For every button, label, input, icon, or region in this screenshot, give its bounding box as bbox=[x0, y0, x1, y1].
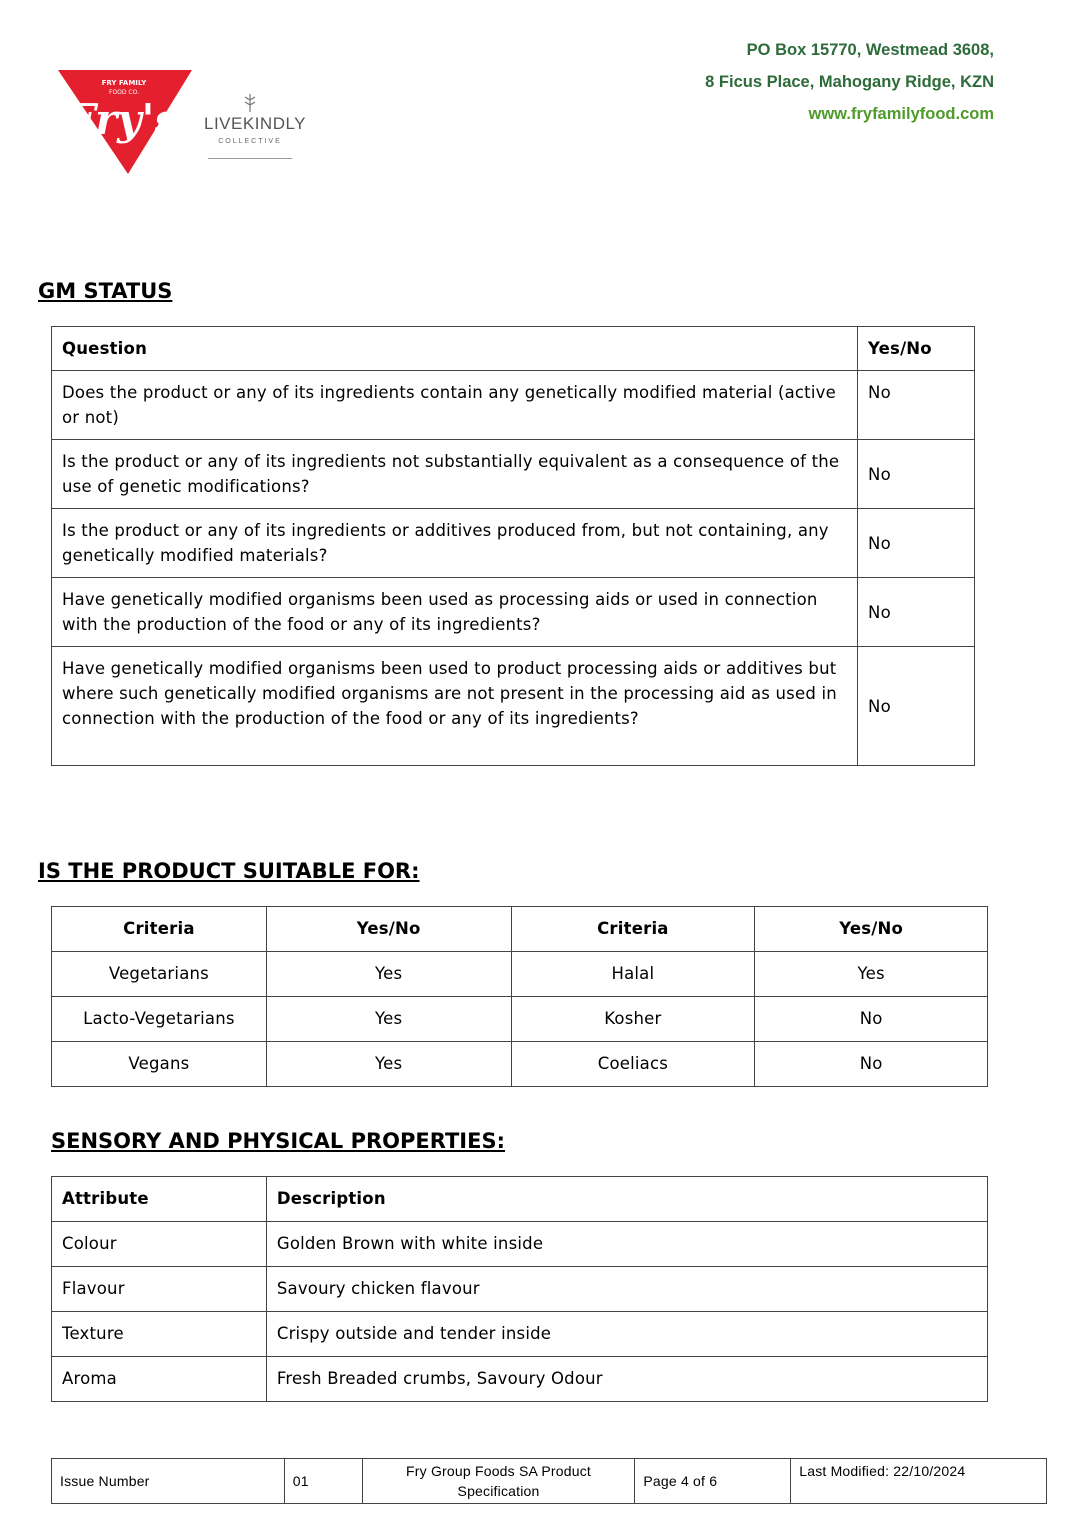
table-row bbox=[52, 997, 988, 1042]
sens-attribute: Texture bbox=[52, 1312, 267, 1357]
table-row bbox=[52, 1267, 988, 1312]
footer-last-modified: Last Modified: 22/10/2024 bbox=[791, 1459, 1047, 1504]
table-row bbox=[52, 440, 975, 509]
gm-question: Have genetically modified organisms been used to product processing aids or additives but where such genetically modified organisms are not present in the processing aid as used in connection with the production of the food or any of its ingredients? bbox=[52, 647, 858, 766]
table-row bbox=[52, 1312, 988, 1357]
suit-criteria: Coeliacs bbox=[511, 1042, 755, 1087]
document-footer bbox=[51, 1458, 1047, 1504]
suit-value: No bbox=[755, 1042, 988, 1087]
frys-logo-text: Fry's bbox=[65, 95, 179, 144]
footer-doc-title: Fry Group Foods SA Product Specification bbox=[362, 1459, 635, 1504]
suit-criteria: Vegans bbox=[52, 1042, 267, 1087]
table-row bbox=[52, 1357, 988, 1402]
suit-value: Yes bbox=[266, 1042, 511, 1087]
gm-question: Does the product or any of its ingredients contain any genetically modified material (active or not) bbox=[52, 371, 858, 440]
gm-question: Have genetically modified organisms been used as processing aids or used in connection with the production of the food or any of its ingredients? bbox=[52, 578, 858, 647]
suit-col-yesno: Yes/No bbox=[755, 907, 988, 952]
livekindly-subtitle: COLLECTIVE bbox=[218, 138, 282, 145]
livekindly-divider bbox=[208, 158, 292, 159]
table-row bbox=[52, 1042, 988, 1087]
table-row bbox=[52, 509, 975, 578]
suit-col-yesno: Yes/No bbox=[266, 907, 511, 952]
table-row bbox=[52, 952, 988, 997]
suit-criteria: Kosher bbox=[511, 997, 755, 1042]
table-row bbox=[52, 371, 975, 440]
gm-status-heading: GM STATUS bbox=[38, 279, 173, 303]
gm-answer: No bbox=[858, 578, 975, 647]
sens-description: Fresh Breaded crumbs, Savoury Odour bbox=[266, 1357, 987, 1402]
sens-description: Savoury chicken flavour bbox=[266, 1267, 987, 1312]
gm-col-question: Question bbox=[52, 327, 858, 371]
sens-description: Golden Brown with white inside bbox=[266, 1222, 987, 1267]
livekindly-logo bbox=[204, 92, 307, 164]
footer-issue-label: Issue Number bbox=[52, 1459, 285, 1504]
sens-col-attribute: Attribute bbox=[52, 1177, 267, 1222]
suitability-header-row bbox=[52, 907, 988, 952]
suit-criteria: Halal bbox=[511, 952, 755, 997]
footer-issue-value: 01 bbox=[284, 1459, 362, 1504]
gm-answer: No bbox=[858, 647, 975, 766]
livekindly-wordmark: LIVEKINDLY bbox=[204, 114, 307, 133]
suit-value: No bbox=[755, 997, 988, 1042]
gm-col-answer: Yes/No bbox=[858, 327, 975, 371]
gm-header-row bbox=[52, 327, 975, 371]
sens-attribute: Flavour bbox=[52, 1267, 267, 1312]
suit-value: Yes bbox=[266, 952, 511, 997]
sens-description: Crispy outside and tender inside bbox=[266, 1312, 987, 1357]
footer-row bbox=[52, 1459, 1047, 1504]
website-link[interactable]: www.fryfamilyfood.com bbox=[808, 105, 994, 123]
svg-text:FOOD CO.: FOOD CO. bbox=[109, 89, 139, 96]
footer-page-number: Page 4 of 6 bbox=[635, 1459, 791, 1504]
suitability-table bbox=[51, 906, 988, 1087]
table-row bbox=[52, 647, 975, 766]
frys-logo bbox=[56, 68, 194, 176]
svg-text:FRY FAMILY: FRY FAMILY bbox=[101, 79, 147, 87]
gm-question: Is the product or any of its ingredients not substantially equivalent as a consequence of the use of genetic modifications? bbox=[52, 440, 858, 509]
sens-attribute: Colour bbox=[52, 1222, 267, 1267]
suit-criteria: Lacto-Vegetarians bbox=[52, 997, 267, 1042]
company-address bbox=[705, 38, 994, 134]
gm-status-table bbox=[51, 326, 975, 766]
suit-col-criteria: Criteria bbox=[511, 907, 755, 952]
gm-answer: No bbox=[858, 371, 975, 440]
suitability-heading: IS THE PRODUCT SUITABLE FOR: bbox=[38, 859, 420, 883]
address-line-2: 8 Ficus Place, Mahogany Ridge, KZN bbox=[705, 73, 994, 91]
gm-answer: No bbox=[858, 440, 975, 509]
suit-value: Yes bbox=[266, 997, 511, 1042]
sens-col-description: Description bbox=[266, 1177, 987, 1222]
sensory-header-row bbox=[52, 1177, 988, 1222]
suit-col-criteria: Criteria bbox=[52, 907, 267, 952]
sens-attribute: Aroma bbox=[52, 1357, 267, 1402]
sensory-heading: SENSORY AND PHYSICAL PROPERTIES: bbox=[51, 1129, 505, 1153]
suit-criteria: Vegetarians bbox=[52, 952, 267, 997]
address-line-1: PO Box 15770, Westmead 3608, bbox=[746, 41, 994, 59]
gm-answer: No bbox=[858, 509, 975, 578]
suit-value: Yes bbox=[755, 952, 988, 997]
gm-question: Is the product or any of its ingredients or additives produced from, but not containing, any genetically modified materials? bbox=[52, 509, 858, 578]
table-row bbox=[52, 578, 975, 647]
sensory-table bbox=[51, 1176, 988, 1402]
table-row bbox=[52, 1222, 988, 1267]
